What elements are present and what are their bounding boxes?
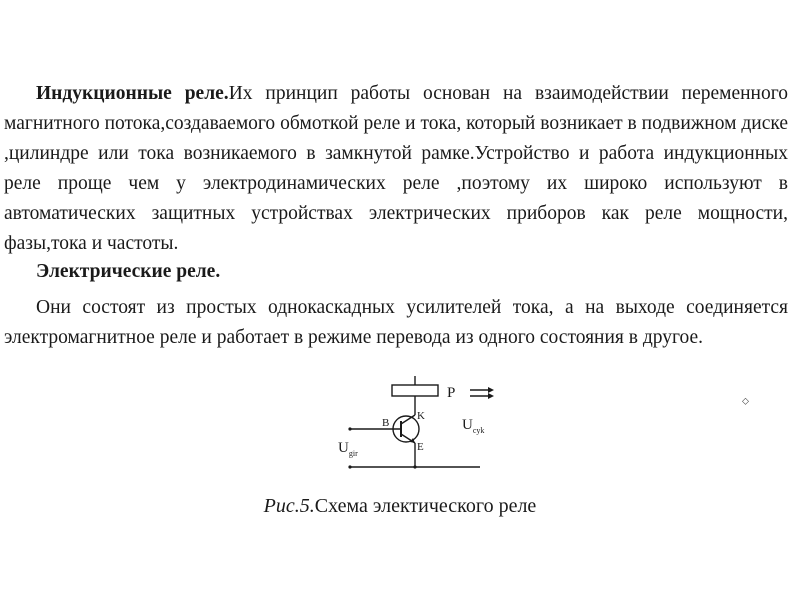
figure-caption (0, 495, 800, 518)
label-p: P (447, 385, 456, 401)
text-induction-relays: Их принцип работы основан на взаимодействии переменного магнитного потока,создаваемого обмоткой реле и тока, который возникает в подвижном диске ,цилиндре или тока возникаемого в замкнутой рамке.Устройство и работа индукционных реле проще чем у электродинамических реле ,поэтому их широко используют в автоматических защитных устройствах электрических приборов как реле мощности, фазы,тока и частоты. (4, 83, 789, 254)
label-u-in: $U_{gir}$ (338, 440, 358, 458)
heading-induction-relays: Индукционные реле. (36, 83, 229, 104)
paragraph-electric-relays: Они состоят из простых однокаскадных усилителей тока, а на выходе соединяется электромагнитное реле и работает в режиме перевода из одного состояния в другое. (4, 297, 788, 348)
stray-marker-icon: ⬦ (742, 396, 749, 407)
label-k: K (417, 410, 425, 422)
figure-caption-text: Схема электического реле (314, 495, 537, 517)
relay-circuit-diagram (330, 372, 530, 482)
label-b: B (382, 417, 390, 429)
heading-electric-relays: Электрические реле. (36, 261, 221, 282)
figure-number: Рис.5. (263, 495, 315, 517)
relay-coil (392, 385, 438, 396)
label-e: E (417, 441, 424, 453)
paragraph-induction-relays (4, 79, 788, 259)
label-u-out: $U_{cyk}$ (462, 417, 485, 435)
